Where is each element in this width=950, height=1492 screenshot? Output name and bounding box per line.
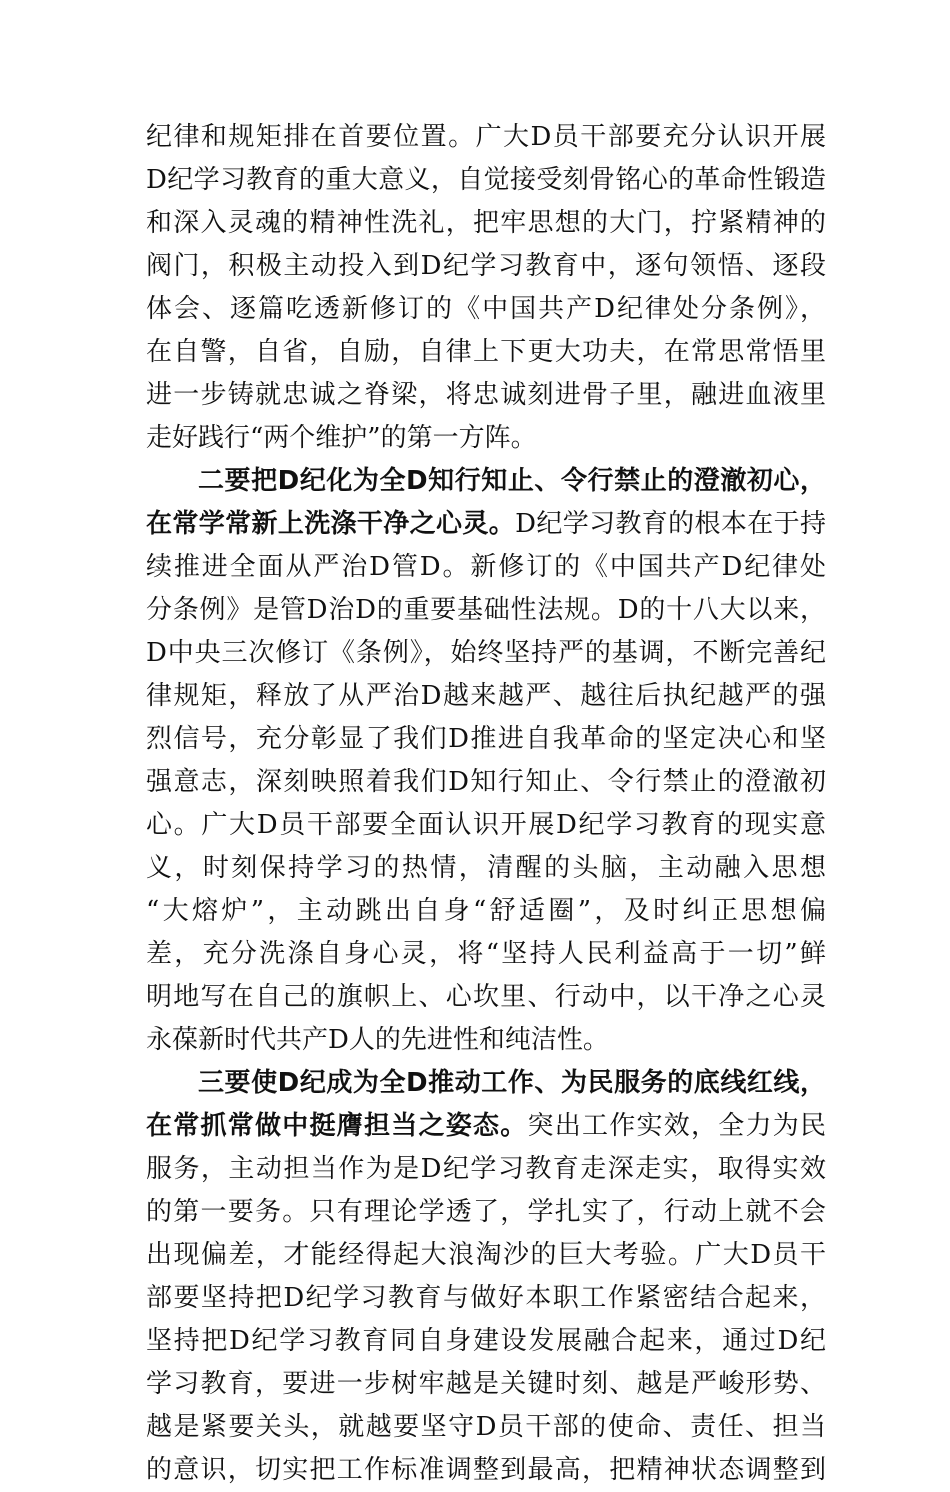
bold-heading-text: 在常抓常做中挺膺担当之姿态。 (146, 1111, 528, 1141)
text-line (146, 718, 826, 761)
text-line (146, 503, 826, 546)
text-line (146, 1320, 826, 1363)
body-text: 烈信号，充分彰显了我们D推进自我革命的坚定决心和坚 (146, 724, 826, 754)
body-text: 阀门，积极主动投入到D纪学习教育中，逐句领悟、逐段 (146, 251, 826, 281)
body-text: 心。广大D员干部要全面认识开展D纪学习教育的现实意 (146, 810, 826, 840)
body-text: 进一步铸就忠诚之脊梁，将忠诚刻进骨子里，融进血液里 (146, 380, 826, 410)
body-text: 和深入灵魂的精神性洗礼，把牢思想的大门，拧紧精神的 (146, 208, 826, 238)
body-text: 强意志，深刻映照着我们D知行知止、令行禁止的澄澈初 (146, 767, 826, 797)
text-line (146, 976, 826, 1019)
body-text: 坚持把D纪学习教育同自身建设发展融合起来，通过D纪 (146, 1326, 826, 1356)
text-line (146, 847, 826, 890)
body-text: 明地写在自己的旗帜上、心坎里、行动中，以干净之心灵 (146, 982, 826, 1012)
text-line (146, 1406, 826, 1449)
text-line (146, 460, 826, 503)
document-body (146, 116, 826, 1492)
text-line (146, 804, 826, 847)
body-text: 续推进全面从严治D管D。新修订的《中国共产D纪律处 (146, 552, 826, 582)
paragraph (146, 1062, 826, 1492)
bold-heading-text: 三要使D纪成为全D推动工作、为民服务的底线红线， (198, 1068, 826, 1098)
text-line (146, 1277, 826, 1320)
text-line (146, 933, 826, 976)
text-line (146, 589, 826, 632)
text-line (146, 288, 826, 331)
body-text: 永葆新时代共产D人的先进性和纯洁性。 (146, 1025, 609, 1055)
text-line (146, 1234, 826, 1277)
text-line (146, 1148, 826, 1191)
body-text: 走好践行“两个维护”的第一方阵。 (146, 423, 537, 453)
text-line (146, 1062, 826, 1105)
body-text: 部要坚持把D纪学习教育与做好本职工作紧密结合起来， (146, 1283, 826, 1313)
body-text: 服务，主动担当作为是D纪学习教育走深走实，取得实效 (146, 1154, 826, 1184)
text-line (146, 675, 826, 718)
text-line (146, 546, 826, 589)
body-text: 义，时刻保持学习的热情，清醒的头脑，主动融入思想 (146, 853, 826, 883)
body-text: 出现偏差，才能经得起大浪淘沙的巨大考验。广大D员干 (146, 1240, 826, 1270)
text-line (146, 1191, 826, 1234)
body-text: 在自警，自省，自励，自律上下更大功夫，在常思常悟里 (146, 337, 826, 367)
text-line (146, 761, 826, 804)
text-line (146, 116, 826, 159)
text-line (146, 159, 826, 202)
text-line (146, 1449, 826, 1492)
body-text: 的第一要务。只有理论学透了，学扎实了，行动上就不会 (146, 1197, 826, 1227)
body-text: D中央三次修订《条例》，始终坚持严的基调，不断完善纪 (146, 638, 826, 668)
body-text: 学习教育，要进一步树牢越是关键时刻、越是严峻形势、 (146, 1369, 826, 1399)
text-line (146, 417, 826, 460)
body-text: 差，充分洗涤自身心灵，将“坚持人民利益高于一切”鲜 (146, 939, 826, 969)
body-text: 分条例》是管D治D的重要基础性法规。D的十八大以来， (146, 595, 826, 625)
body-text: 的意识，切实把工作标准调整到最高，把精神状态调整到 (146, 1455, 826, 1485)
bold-heading-text: 在常学常新上洗涤干净之心灵。 (146, 509, 516, 539)
text-line (146, 331, 826, 374)
text-line (146, 374, 826, 417)
body-text: 纪律和规矩排在首要位置。广大D员干部要充分认识开展 (146, 122, 826, 152)
text-line (146, 890, 826, 933)
paragraph (146, 460, 826, 1062)
body-text: 律规矩，释放了从严治D越来越严、越往后执纪越严的强 (146, 681, 826, 711)
body-text: D纪学习教育的根本在于持 (515, 509, 826, 539)
body-text: “大熔炉”，主动跳出自身“舒适圈”，及时纠正思想偏 (146, 896, 826, 926)
body-text: 体会、逐篇吃透新修订的《中国共产D纪律处分条例》， (146, 294, 826, 324)
text-line (146, 632, 826, 675)
text-line (146, 202, 826, 245)
body-text: D纪学习教育的重大意义，自觉接受刻骨铭心的革命性锻造 (146, 165, 826, 195)
text-line (146, 1019, 826, 1062)
text-line (146, 245, 826, 288)
bold-heading-text: 二要把D纪化为全D知行知止、令行禁止的澄澈初心， (198, 466, 826, 496)
body-text: 越是紧要关头，就越要坚守D员干部的使命、责任、担当 (146, 1412, 826, 1442)
text-line (146, 1105, 826, 1148)
paragraph (146, 116, 826, 460)
text-line (146, 1363, 826, 1406)
body-text: 突出工作实效，全力为民 (527, 1111, 826, 1141)
